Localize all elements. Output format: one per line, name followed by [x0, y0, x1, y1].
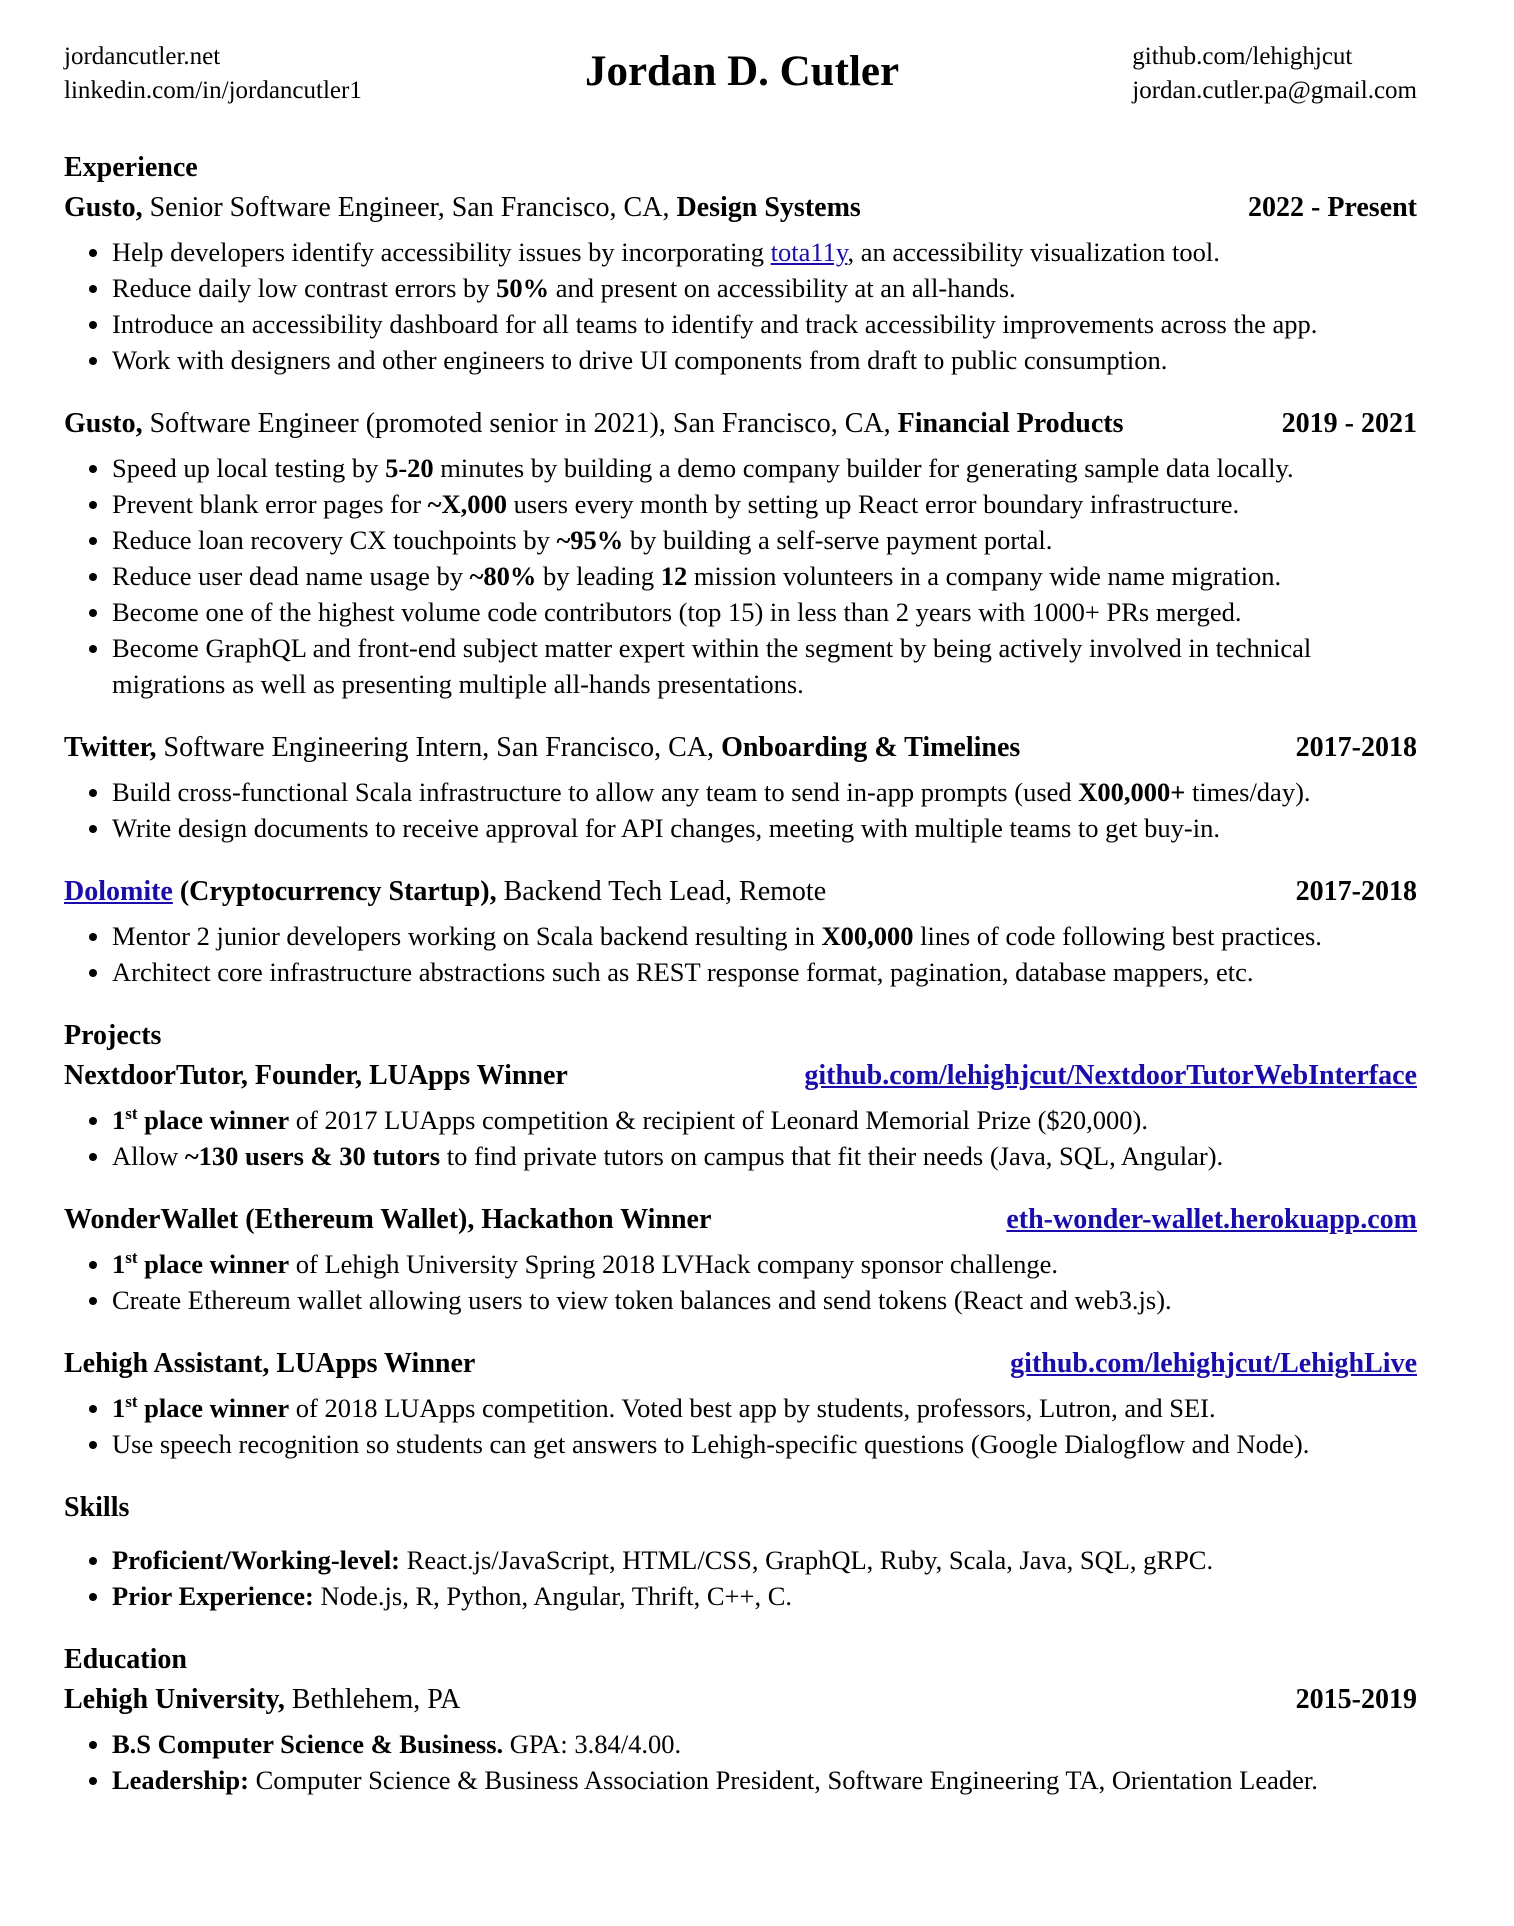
list-item: • B.S Computer Science & Business. GPA: 3.84/4.00. [112, 1726, 1417, 1762]
resume-name: Jordan D. Cutler [584, 48, 900, 95]
job-bullets-twitter [64, 774, 1417, 846]
school-location: Bethlehem, PA [284, 1684, 461, 1715]
team-name: Financial Products [897, 408, 1124, 439]
dolomite-link[interactable]: Dolomite [64, 876, 173, 907]
education-header [64, 1682, 1417, 1718]
list-item: • 1st place winner of Lehigh University Spring 2018 LVHack company sponsor challenge. [112, 1246, 1417, 1282]
resume-content [64, 150, 1417, 1798]
projects-heading: Projects [64, 1020, 162, 1051]
company-descriptor: (Cryptocurrency Startup), [172, 876, 497, 907]
list-item: • Become one of the highest volume code contributors (top 15) in less than 2 years with 1000+ PRs merged. [112, 594, 1417, 630]
list-item: • Architect core infrastructure abstractions such as REST response format, pagination, database mappers, etc. [112, 954, 1417, 990]
project-name: Lehigh Assistant, LUApps Winner [64, 1348, 476, 1379]
job-title-line [64, 406, 1123, 442]
job-role: Software Engineering Intern, San Francisco, CA, [156, 732, 722, 763]
job-header-twitter [64, 730, 1417, 766]
education-date: 2015-2019 [1295, 1684, 1417, 1715]
list-item: • 1st place winner of 2017 LUApps competition & recipient of Leonard Memorial Prize ($20,000). [112, 1102, 1417, 1138]
job-date: 2017-2018 [1295, 876, 1417, 907]
email-link[interactable]: jordan.cutler.pa@gmail.com [1132, 77, 1417, 104]
company-name: Gusto, [64, 408, 143, 439]
job-date: 2022 - Present [1248, 192, 1417, 223]
job-bullets-gusto-senior [64, 234, 1417, 378]
list-item: • Reduce user dead name usage by ~80% by leading 12 mission volunteers in a company wide name migration. [112, 558, 1417, 594]
job-role: Backend Tech Lead, Remote [496, 876, 827, 907]
list-item: • Mentor 2 junior developers working on Scala backend resulting in X00,000 lines of code following best practices. [112, 918, 1417, 954]
company-name: Twitter, [64, 732, 157, 763]
list-item: • Speed up local testing by 5-20 minutes by building a demo company builder for generating sample data locally. [112, 450, 1417, 486]
education-bullets [64, 1726, 1417, 1798]
school-name: Lehigh University, [64, 1684, 285, 1715]
list-item: • Reduce daily low contrast errors by 50% and present on accessibility at an all-hands. [112, 270, 1417, 306]
project-bullets-wonderwallet [64, 1246, 1417, 1318]
list-item: • Work with designers and other engineers to drive UI components from draft to public consumption. [112, 342, 1417, 378]
website-link[interactable]: jordancutler.net [64, 43, 221, 70]
job-date: 2017-2018 [1295, 732, 1417, 763]
list-item: • Create Ethereum wallet allowing users to view token balances and send tokens (React and web3.js). [112, 1282, 1417, 1318]
project-site-link[interactable]: eth-wonder-wallet.herokuapp.com [1006, 1204, 1417, 1235]
linkedin-link[interactable]: linkedin.com/in/jordancutler1 [64, 77, 362, 104]
github-link[interactable]: github.com/lehighjcut [1132, 43, 1353, 70]
education-heading: Education [64, 1644, 187, 1675]
job-header-gusto-senior [64, 190, 1417, 226]
list-item: • Write design documents to receive approval for API changes, meeting with multiple teams to get buy-in. [112, 810, 1417, 846]
job-title-line [64, 190, 861, 226]
job-title-line [64, 874, 826, 910]
list-item: • 1st place winner of 2018 LUApps competition. Voted best app by students, professors, Lutron, and SEI. [112, 1390, 1417, 1426]
header-right-contacts [1132, 40, 1417, 108]
job-role: Software Engineer (promoted senior in 2021), San Francisco, CA, [142, 408, 898, 439]
project-repo-link[interactable]: github.com/lehighjcut/NextdoorTutorWebInterface [804, 1060, 1417, 1091]
list-item: • Help developers identify accessibility issues by incorporating tota11y, an accessibility visualization tool. [112, 234, 1417, 270]
company-name: Gusto, [64, 192, 143, 223]
project-name: NextdoorTutor, Founder, LUApps Winner [64, 1060, 568, 1091]
list-item: • Prior Experience: Node.js, R, Python, Angular, Thrift, C++, C. [112, 1578, 1417, 1614]
list-item: • Allow ~130 users & 30 tutors to find private tutors on campus that fit their needs (Java, SQL, Angular). [112, 1138, 1417, 1174]
job-header-dolomite [64, 874, 1417, 910]
project-header-lehigh-assistant [64, 1346, 1417, 1382]
job-bullets-gusto-fp [64, 450, 1417, 702]
team-name: Onboarding & Timelines [721, 732, 1021, 763]
school-line [64, 1682, 460, 1718]
team-name: Design Systems [676, 192, 861, 223]
project-name: WonderWallet (Ethereum Wallet), Hackathon Winner [64, 1204, 712, 1235]
job-title-line [64, 730, 1020, 766]
project-bullets-nextdoor [64, 1102, 1417, 1174]
list-item: • Proficient/Working-level: React.js/JavaScript, HTML/CSS, GraphQL, Ruby, Scala, Java, SQL, gRPC. [112, 1542, 1417, 1578]
project-repo-link[interactable]: github.com/lehighjcut/LehighLive [1010, 1348, 1417, 1379]
job-header-gusto-fp [64, 406, 1417, 442]
job-bullets-dolomite [64, 918, 1417, 990]
list-item: • Introduce an accessibility dashboard for all teams to identify and track accessibility improvements across the app. [112, 306, 1417, 342]
list-item: • Build cross-functional Scala infrastructure to allow any team to send in-app prompts (used X00,000+ times/day). [112, 774, 1417, 810]
list-item: • Reduce loan recovery CX touchpoints by ~95% by building a self-serve payment portal. [112, 522, 1417, 558]
list-item: • Use speech recognition so students can get answers to Lehigh-specific questions (Google Dialogflow and Node). [112, 1426, 1417, 1462]
list-item: • Prevent blank error pages for ~X,000 users every month by setting up React error boundary infrastructure. [112, 486, 1417, 522]
experience-heading: Experience [64, 152, 198, 183]
job-date: 2019 - 2021 [1281, 408, 1417, 439]
tota11y-link[interactable]: tota11y [770, 237, 848, 267]
project-header-nextdoor [64, 1058, 1417, 1094]
job-role: Senior Software Engineer, San Francisco, CA, [142, 192, 677, 223]
list-item: • Become GraphQL and front-end subject matter expert within the segment by being actively involved in technical migrations as well as presenting multiple all-hands presentations. [112, 630, 1417, 702]
project-bullets-lehigh-assistant [64, 1390, 1417, 1462]
project-header-wonderwallet [64, 1202, 1417, 1238]
skills-heading: Skills [64, 1492, 130, 1523]
skills-bullets [64, 1542, 1417, 1614]
list-item: • Leadership: Computer Science & Business Association President, Software Engineering TA, Orientation Leader. [112, 1762, 1417, 1798]
